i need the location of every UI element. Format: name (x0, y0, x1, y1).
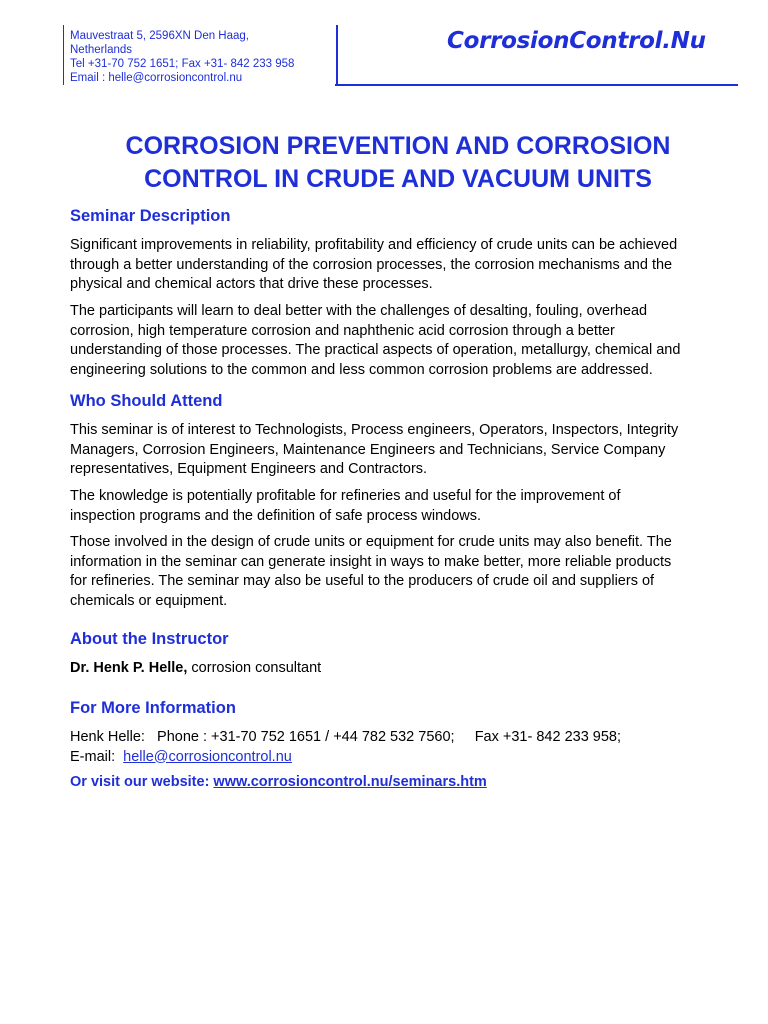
phone-fax-contact-line: Henk Helle: Phone : +31-70 752 1651 / +44 782 532 7560; Fax +31- 842 233 958; (70, 729, 622, 745)
company-logo: CorrosionControl.Nu (447, 28, 706, 54)
title-line: CONTROL IN CRUDE AND VACUUM UNITS (144, 165, 652, 193)
text-line: through a better understanding of the corrosion processes, the corrosion mechanisms and the (70, 256, 673, 273)
instructor-role: corrosion consultant (187, 660, 322, 676)
contact-details (70, 728, 740, 767)
address-line: Netherlands (70, 44, 133, 56)
text-line: The knowledge is potentially profitable for refineries and useful for the improvement of (70, 488, 621, 504)
text-line: for refineries. The seminar may also be useful to the producers of crude oil and suppliers of (70, 573, 655, 589)
text-line: Managers, Corrosion Engineers, Maintenance Engineers and Technicians, Service Company (70, 441, 666, 458)
about-instructor-heading: About the Instructor (70, 630, 229, 648)
text-line: representatives, Equipment Engineers and Contractors. (70, 461, 428, 477)
email-label: E-mail: (70, 748, 124, 765)
text-line: Those involved in the design of crude units or equipment for crude units may also benefit. The (70, 534, 672, 550)
website-link[interactable]: www.corrosioncontrol.nu/seminars.htm (213, 774, 487, 790)
address-block (63, 25, 338, 85)
website-label: Or visit our website: (70, 774, 214, 790)
text-line: corrosion, high temperature corrosion and naphthenic acid corrosion through a better (70, 322, 615, 339)
who-should-attend-heading: Who Should Attend (70, 392, 223, 410)
document-title (40, 130, 756, 196)
text-line: The participants will learn to deal better with the challenges of desalting, fouling, overhead (70, 303, 648, 319)
text-line: information in the seminar can generate insight in ways to make better, more reliable products (70, 553, 672, 570)
header-divider (335, 84, 738, 86)
who-should-attend-paragraph-3 (70, 533, 740, 611)
text-line: engineering solutions to the common and less common corrosion problems are addressed. (70, 361, 653, 378)
more-info-heading: For More Information (70, 699, 236, 717)
who-should-attend-paragraph-2 (70, 487, 740, 526)
address-line: Mauvestraat 5, 2596XN Den Haag, (70, 30, 249, 42)
address-text (70, 29, 294, 85)
seminar-description-paragraph-1 (70, 236, 740, 295)
text-line: chemicals or equipment. (70, 592, 228, 609)
phone-fax-line: Tel +31-70 752 1651; Fax +31- 842 233 958 (70, 58, 295, 70)
text-line: Significant improvements in reliability, profitability and efficiency of crude units can be achieved (70, 237, 678, 253)
instructor-name: Dr. Henk P. Helle, (70, 660, 188, 676)
text-line: This seminar is of interest to Technologists, Process engineers, Operators, Inspectors, Integrity (70, 422, 679, 438)
seminar-description-paragraph-2 (70, 302, 740, 380)
email-line: Email : helle@corrosioncontrol.nu (70, 72, 243, 84)
text-line: physical and chemical actors that drive these processes. (70, 276, 433, 292)
text-line: understanding of those processes. The practical aspects of operation, metallurgy, chemical and (70, 342, 681, 358)
website-line (70, 773, 740, 793)
instructor-line (70, 659, 740, 679)
title-line: CORROSION PREVENTION AND CORROSION (125, 132, 671, 160)
who-should-attend-paragraph-1 (70, 421, 740, 480)
email-link[interactable]: helle@corrosioncontrol.nu (123, 748, 292, 765)
seminar-description-heading: Seminar Description (70, 207, 231, 225)
text-line: inspection programs and the definition of safe process windows. (70, 507, 482, 524)
